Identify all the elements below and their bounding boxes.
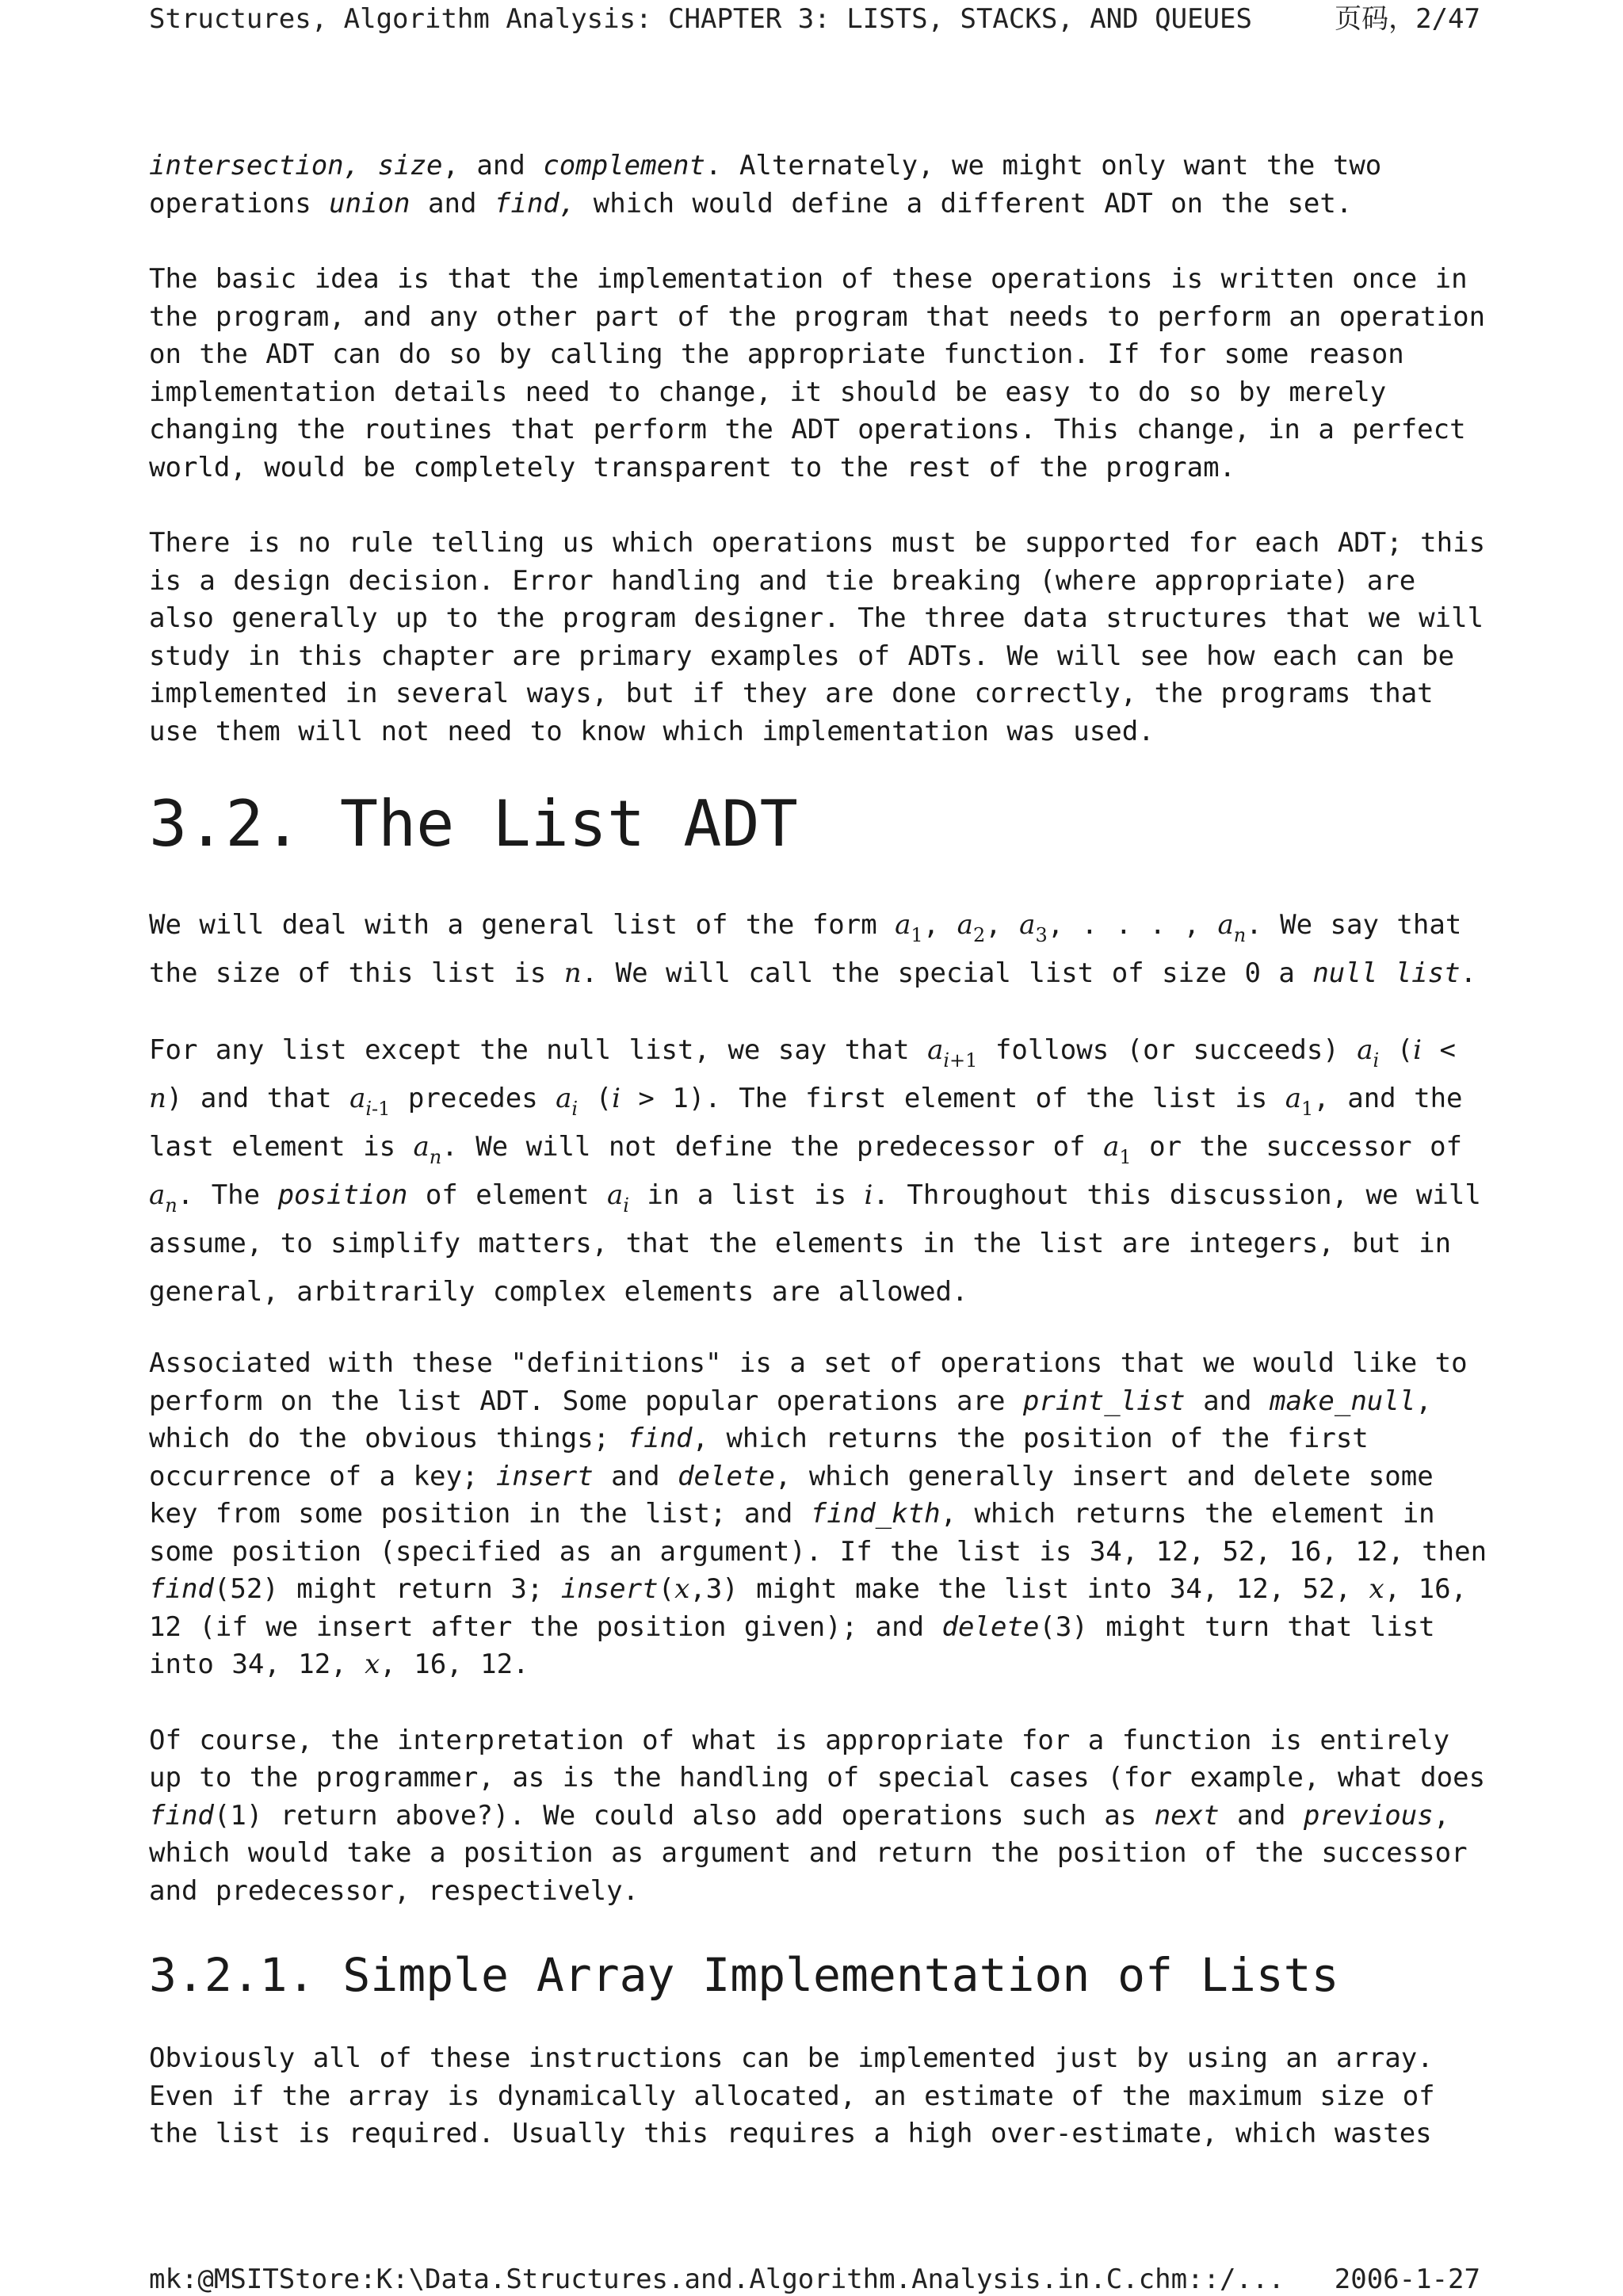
footer-source-path: mk:@MSITStore:K:\Data.Structures.and.Algorithm.Analysis.in.C.chm::/... xyxy=(149,2264,1285,2295)
paragraph-interpretation: Of course, the interpretation of what is appropriate for a function is entirely up to the programmer, as is the handling of special cases (for example, what does find(1) return above?). We could also add operations such as next and previous, which would take a position as argument and return the position of the successor and predecessor, respectively. xyxy=(149,1724,1486,1907)
running-header xyxy=(149,3,1480,35)
paragraph-array-implementation: Obviously all of these instructions can be implemented just by using an array. Even if the array is dynamically allocated, an estimate of the maximum size of the list is required. Usually this requires a high over-estimate, which wastes xyxy=(149,2042,1435,2149)
running-footer xyxy=(149,2264,1480,2295)
term-make-null: make_null xyxy=(1269,1385,1416,1417)
term-find: find xyxy=(627,1423,693,1454)
paragraph-no-rule: There is no rule telling us which operations must be supported for each ADT; this is a design decision. Error handling and tie breaking (where appropriate) are also generally up to the program designer. The three data structures that we will study in this chapter are primary examples of ADTs. We will see how each can be implemented in several ways, but if they are done correctly, the programs that use them will not need to know which implementation was used. xyxy=(149,527,1486,747)
term-find-kth: find_kth xyxy=(810,1498,941,1530)
subsection-heading: 3.2.1. Simple Array Implementation of Lists xyxy=(149,1948,1339,2002)
section-heading: 3.2. The List ADT xyxy=(149,787,798,861)
header-page-number: 页码，2/47 xyxy=(1335,3,1480,35)
page-body xyxy=(149,147,1496,2191)
header-title: Structures, Algorithm Analysis: CHAPTER 3: LISTS, STACKS, AND QUEUES xyxy=(149,3,1252,35)
paragraph-general-list: We will deal with a general list of the form $a_1$, $a_2$, $a_3$, . . . , $a_n$. We say that the size of this list is n. We will call the special list of size 0 a null list. xyxy=(149,909,1477,989)
term-union: union xyxy=(329,187,411,220)
term-position: position xyxy=(277,1179,408,1211)
term-previous: previous xyxy=(1303,1799,1434,1832)
paragraph-associated-operations: Associated with these "definitions" is a set of operations that we would like to perform on the list ADT. Some popular operations are print_list and make_null, which do the obvious things; find, which returns the position of the first occurrence of a key; insert and delete, which generally insert and delete some key from some position in the list; and find_kth, which returns the element in some position (specified as an argument). If the list is 34, 12, 52, 16, 12, then find(52) might return 3; insert(x,3) might make the list into 34, 12, 52, x, 16, 12 (if we insert after the position given); and delete(3) might turn that list into 34, 12, x, 16, 12. xyxy=(149,1347,1487,1680)
term-print-list: print_list xyxy=(1022,1385,1186,1417)
term-insert: insert xyxy=(495,1460,594,1492)
term-complement: complement xyxy=(543,150,705,181)
paragraph-basic-idea: The basic idea is that the implementation of these operations is written once in the program, and any other part of the program that needs to perform an operation on the ADT can do so by calling the appropriate function. If for some reason implementation details need to change, it should be easy to do so by merely changing the routines that perform the ADT operations. This change, in a perfect world, would be completely transparent to the rest of the program. xyxy=(149,263,1486,483)
term-next: next xyxy=(1154,1799,1220,1832)
footer-date: 2006-1-27 xyxy=(1334,2264,1480,2295)
term-find: find, xyxy=(494,187,576,220)
term-intersection-size: intersection, size xyxy=(149,150,443,181)
term-null-list: null list xyxy=(1312,957,1461,989)
paragraph-operations: intersection, size, and complement. Alternately, we might only want the two operations union and find, which would define a different ADT on the set. xyxy=(149,150,1382,220)
term-delete: delete xyxy=(678,1460,775,1492)
paragraph-follows-precedes: For any list except the null list, we say that $a_{i+1}$ follows (or succeeds) $a_i$ (i < n) and that $a_{i-1}$ precedes $a_i$ (i > 1). The first element of the list is $a_1$, and the last element is $a_n$. We will not define the predecessor of $a_1$ or the successor of $a_n$. The position of element $a_i$ in a list is i. Throughout this discussion, we will assume, to simplify matters, that the elements in the list are integers, but in general, arbitrarily complex elements are allowed. xyxy=(149,1034,1481,1308)
